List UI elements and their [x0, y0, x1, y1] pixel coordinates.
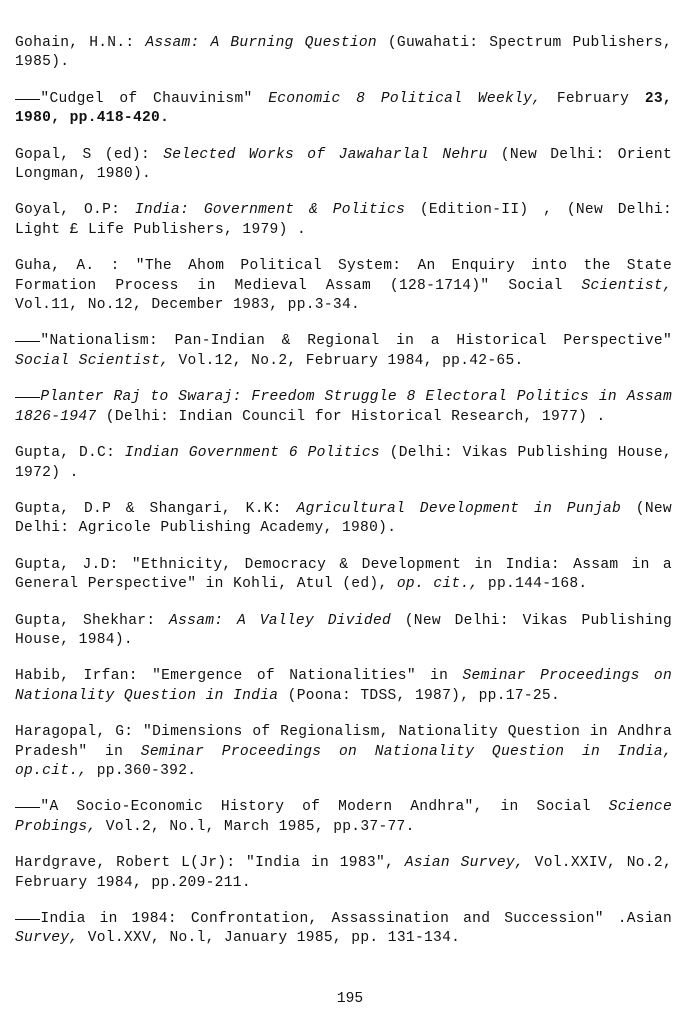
entry-text: February	[541, 90, 645, 107]
repeated-author-rule	[15, 99, 40, 100]
entry-text: Vol.2, No.l, March 1985, pp.37-77.	[96, 818, 415, 835]
entry-emphasis-bold: 23, 1980, pp.418-420.	[15, 90, 672, 127]
bibliography-entry	[15, 34, 672, 73]
entry-text: Vol.11, No.12, December 1983, pp.3-34.	[15, 297, 361, 314]
entry-text: Vol.12, No.2, February 1984, pp.42-65.	[169, 352, 524, 369]
entry-title-italic: Scientist,	[581, 277, 672, 294]
entry-title-italic: op. cit.,	[396, 576, 479, 593]
entry-title-italic: Assam: A Burning Question	[145, 35, 377, 51]
entry-title-italic: Planter Raj to Swaraj: Freedom Struggle 8 Electoral Politics in Assam 1826-1947	[15, 389, 672, 425]
entry-title-italic: Agricultural Development in Punjab	[296, 500, 622, 517]
entry-text: Gohain, H.N.:	[15, 35, 146, 51]
entry-text: Hardgrave, Robert L(Jr): "India in 1983",	[15, 855, 405, 872]
bibliography-entry	[15, 332, 672, 371]
entry-text: (Delhi: Indian Council for Historical Research, 1977) .	[96, 408, 606, 425]
bibliography-entry	[15, 201, 672, 240]
bibliography-entry	[15, 667, 672, 706]
entry-text: India in 1984: Confrontation, Assassination and Succession" .Asian	[40, 911, 672, 927]
entry-title-italic: Social Scientist,	[15, 352, 170, 369]
entry-text: Gupta, D.C:	[15, 445, 125, 462]
entry-text: "Cudgel of Chauvinism"	[40, 90, 269, 107]
bibliography-entry	[15, 90, 672, 129]
repeated-author-rule	[15, 341, 40, 342]
bibliography-entry	[15, 257, 672, 315]
entry-text: Gupta, Shekhar:	[15, 612, 170, 629]
bibliography-entry	[15, 798, 672, 837]
bibliography-entry	[15, 854, 672, 893]
entry-text: (Delhi: Vikas Publishing House, 1972) .	[15, 445, 672, 481]
entry-text: Goyal, O.P:	[15, 202, 135, 219]
entry-text: (Edition-II) , (New Delhi: Light £ Life Publishers, 1979) .	[15, 202, 672, 238]
entry-text: pp.144-168.	[478, 576, 588, 593]
bibliography-entry-list	[15, 34, 672, 949]
entry-text: Gopal, S (ed):	[15, 146, 164, 163]
entry-text: Haragopal, G: "Dimensions of Regionalism, Nationality Question in Andhra Pradesh" in	[15, 724, 672, 760]
entry-title-italic: Seminar Proceedings on Nationality Question in India, op.cit.,	[15, 743, 672, 779]
entry-title-italic: Economic 8 Political Weekly,	[268, 90, 542, 107]
repeated-author-rule	[15, 397, 40, 398]
repeated-author-rule	[15, 919, 40, 920]
page-number: 195	[336, 991, 364, 1007]
entry-text: (New Delhi: Orient Longman, 1980).	[15, 146, 673, 183]
entry-text: Gupta, D.P & Shangari, K.K:	[15, 500, 297, 517]
repeated-author-rule	[15, 807, 40, 808]
entry-title-italic: Assam: A Valley Divided	[169, 612, 392, 629]
entry-text: Habib, Irfan: "Emergence of Nationalities" in	[15, 668, 463, 685]
entry-text: (New Delhi: Agricole Publishing Academy, 1980).	[15, 500, 672, 537]
entry-text: Vol.XXV, No.l, January 1985, pp. 131-134.	[78, 930, 461, 947]
entry-title-italic: Survey,	[15, 930, 79, 947]
entry-text: Guha, A. : "The Ahom Political System: An Enquiry into the State Formation Process in Medieval Assam (128-1714)" Social	[15, 258, 672, 294]
entry-title-italic: Indian Government 6 Politics	[124, 445, 380, 462]
entry-title-italic: Asian Survey,	[404, 855, 524, 872]
entry-text: (New Delhi: Vikas Publishing House, 1984).	[15, 612, 672, 648]
entry-title-italic: Seminar Proceedings on Nationality Question in India	[15, 668, 672, 704]
bibliography-entry	[15, 444, 672, 483]
entry-text: (Poona: TDSS, 1987), pp.17-25.	[278, 687, 561, 704]
entry-text: Gupta, J.D: "Ethnicity, Democracy & Development in India: Assam in a General Perspective" in Kohli, Atul (ed),	[15, 556, 672, 593]
bibliography-entry	[15, 910, 672, 949]
bibliography-entry	[15, 388, 672, 427]
bibliography-entry	[15, 723, 672, 781]
bibliography-entry	[15, 612, 672, 651]
entry-title-italic: India: Government & Politics	[134, 202, 406, 219]
entry-text: (Guwahati: Spectrum Publishers, 1985).	[15, 35, 672, 71]
bibliography-entry	[15, 146, 672, 185]
entry-text: "A Socio-Economic History of Modern Andhra", in Social	[40, 799, 609, 816]
bibliography-entry	[15, 556, 672, 595]
entry-text: "Nationalism: Pan-Indian & Regional in a Historical Perspective"	[40, 333, 672, 350]
entry-title-italic: Science Probings,	[15, 799, 672, 835]
entry-text: Vol.XXIV, No.2, February 1984, pp.209-211.	[15, 855, 672, 891]
bibliography-entry	[15, 500, 672, 539]
entry-title-italic: Selected Works of Jawaharlal Nehru	[163, 146, 488, 163]
entry-text: pp.360-392.	[87, 762, 197, 779]
